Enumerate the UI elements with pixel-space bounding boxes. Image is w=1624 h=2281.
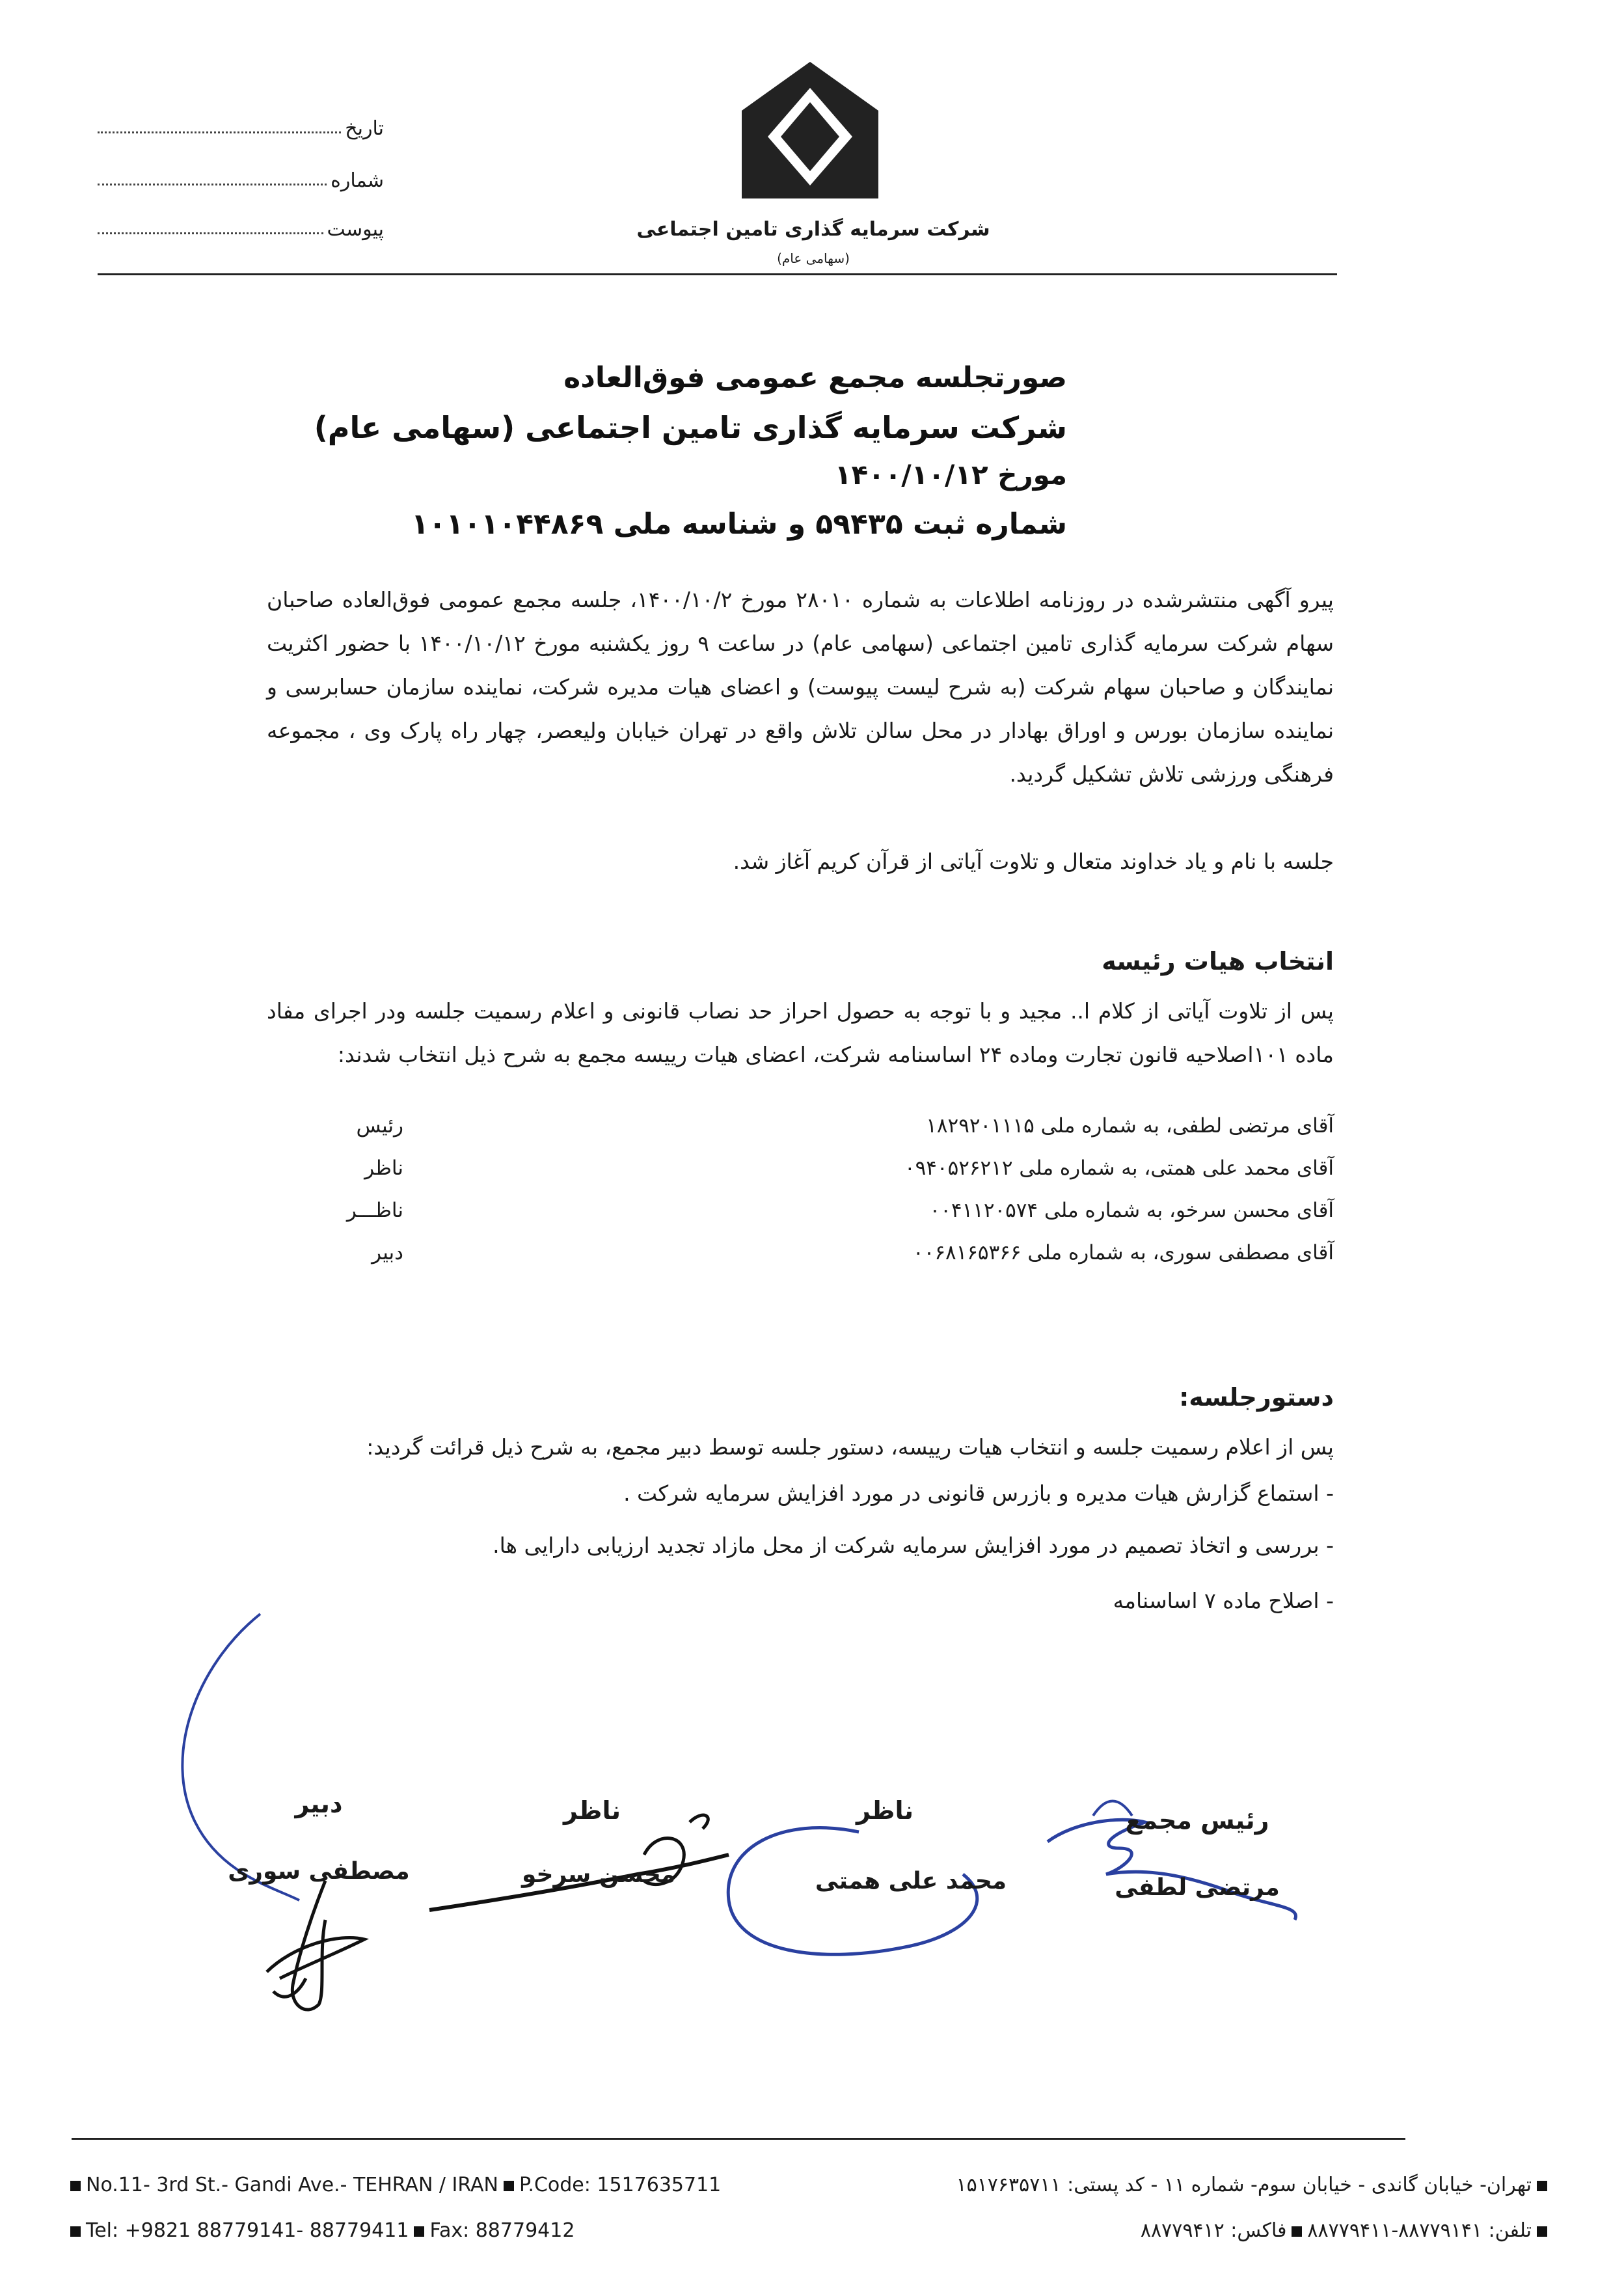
- date-field: [98, 107, 384, 140]
- intro-paragraph: پیرو آگهی منتشرشده در روزنامه اطلاعات به شماره ۲۸۰۱۰ مورخ ۱۴۰۰/۱۰/۲، جلسه مجمع عمومی فوق‌العاده صاحبان سهام شرکت سرمایه گذاری تامین اجتماعی (سهامی عام) در ساعت ۹ روز یکشنبه مورخ ۱۴۰۰/۱۰/۱۲ با حضور اکثریت نمایندگان و صاحبان سهام شرکت (به شرح لیست پیوست) و اعضای هیات مدیره شرکت، نماینده سازمان حسابرسی و نماینده سازمان بورس و اوراق بهادار در محل سالن تلاش واقع در تهران خیابان ولیعصر، چهار راه پارک وی ، مجموعه فرهنگی ورزشی تلاش تشکیل گردید.: [267, 587, 1334, 787]
- chairman-signature-name: مرتضی لطفی: [1115, 1874, 1280, 1901]
- chairman-signature-role: رئیس مجمع: [1125, 1806, 1269, 1835]
- address-fa: تهران- خیابان گاندی - خیابان سوم- شماره ۱۱ - کد پستی: ۱۵۱۷۶۳۵۷۱۱: [956, 2174, 1532, 2196]
- attachment-label: پیوست: [327, 218, 384, 241]
- agenda-heading: دستورجلسه:: [1179, 1383, 1334, 1412]
- observer-1-signature-name: محمد علی همتی: [815, 1868, 1007, 1894]
- header-divider: [98, 273, 1337, 275]
- secretary-signature-role: دبیر: [295, 1790, 343, 1818]
- document-company: شرکت سرمایه گذاری تامین اجتماعی (سهامی عام): [314, 410, 1067, 445]
- tel-en: Tel: +9821 88779141- 88779411: [86, 2219, 409, 2242]
- tel-fa: تلفن: ۸۸۷۷۹۱۴۱-۸۸۷۷۹۴۱۱: [1307, 2219, 1532, 2242]
- member-row: [267, 1233, 1334, 1272]
- member-role: دبیر: [372, 1241, 403, 1264]
- footer-address-en: [65, 2174, 721, 2196]
- member-name: آقای محسن سرخو، به شماره ملی ۰۰۴۱۱۲۰۵۷۴: [929, 1199, 1334, 1222]
- company-type: (سهامی عام): [777, 251, 850, 266]
- number-label: شماره: [331, 169, 384, 192]
- dotted-line: [98, 184, 327, 185]
- member-row: [267, 1149, 1334, 1188]
- document-date: مورخ ۱۴۰۰/۱۰/۱۲: [834, 459, 1067, 491]
- document-title: صورتجلسه مجمع عمومی فوق‌العاده: [563, 361, 1067, 394]
- postcode-en: P.Code: 1517635711: [519, 2174, 722, 2196]
- fax-en: Fax: 88779412: [429, 2219, 575, 2242]
- footer-phone-en: [65, 2219, 575, 2242]
- company-logo: [742, 62, 878, 198]
- opening-paragraph: جلسه با نام و یاد خداوند متعال و تلاوت آیاتی از قرآن کریم آغاز شد.: [733, 849, 1334, 874]
- member-role: ناظـــر: [346, 1199, 403, 1222]
- bullet-square-icon: [414, 2226, 424, 2237]
- dotted-line: [98, 131, 341, 133]
- bullet-square-icon: [504, 2181, 514, 2191]
- bullet-square-icon: [70, 2226, 81, 2237]
- bullet-square-icon: [1292, 2226, 1302, 2237]
- footer-address-fa: [956, 2174, 1552, 2196]
- bullet-square-icon: [1537, 2181, 1547, 2191]
- date-label: تاریخ: [345, 117, 384, 140]
- secretary-signature-name: مصطفی سوری: [228, 1858, 410, 1885]
- member-name: آقای مصطفی سوری، به شماره ملی ۰۰۶۸۱۶۵۳۶۶: [913, 1241, 1334, 1264]
- member-role: رئیس: [356, 1114, 403, 1138]
- member-role: ناظر: [364, 1156, 403, 1180]
- agenda-intro: پس از اعلام رسمیت جلسه و انتخاب هیات رییسه، دستور جلسه توسط دبیر مجمع، به شرح ذیل قرائت گردید:: [366, 1434, 1334, 1460]
- footer-phone-fa: [1141, 2219, 1552, 2242]
- agenda-item: - استماع گزارش هیات مدیره و بازرس قانونی در مورد افزایش سرمایه شرکت .: [623, 1481, 1334, 1506]
- observer-2-signature-role: ناظر: [563, 1796, 621, 1825]
- bullet-square-icon: [70, 2181, 81, 2191]
- agenda-item: - اصلاح ماده ۷ اساسنامه: [1113, 1588, 1334, 1613]
- agenda-item: - بررسی و اتخاذ تصمیم در مورد افزایش سرمایه شرکت از محل مازاد تجدید ارزیابی دارایی ها.: [493, 1533, 1334, 1558]
- observer-2-signature-name: محسن سرخو: [521, 1861, 676, 1888]
- member-name: آقای مرتضی لطفی، به شماره ملی ۱۸۲۹۲۰۱۱۱۵: [926, 1114, 1334, 1138]
- number-field: [98, 159, 384, 192]
- member-name: آقای محمد علی همتی، به شماره ملی ۰۹۴۰۵۲۶۲۱۲: [904, 1156, 1334, 1180]
- board-election-heading: انتخاب هیات رئیسه: [1102, 947, 1334, 976]
- registration-number: شماره ثبت ۵۹۴۳۵ و شناسه ملی ۱۰۱۰۱۰۴۴۸۶۹: [411, 508, 1067, 541]
- footer-divider: [72, 2138, 1405, 2140]
- member-row: [267, 1106, 1334, 1145]
- observer-1-signature-role: ناظر: [856, 1796, 914, 1825]
- board-election-text: پس از تلاوت آیاتی از کلام ا.. مجید و با توجه به حصول احراز حد نصاب قانونی و اعلام رسمیت جلسه ودر اجرای مفاد ماده ۱۰۱اصلاحیه قانون تجارت وماده ۲۴ اساسنامه شرکت، اعضای هیات رییسه مجمع به شرح ذیل انتخاب شدند:: [267, 998, 1334, 1067]
- address-en: No.11- 3rd St.- Gandi Ave.- TEHRAN / IRAN: [86, 2174, 498, 2196]
- attachment-field: [98, 208, 384, 241]
- bullet-square-icon: [1537, 2226, 1547, 2237]
- company-name: شرکت سرمایه گذاری تامین اجتماعی: [636, 218, 990, 241]
- fax-fa: فاکس: ۸۸۷۷۹۴۱۲: [1140, 2219, 1287, 2242]
- member-row: [267, 1191, 1334, 1230]
- dotted-line: [98, 232, 323, 234]
